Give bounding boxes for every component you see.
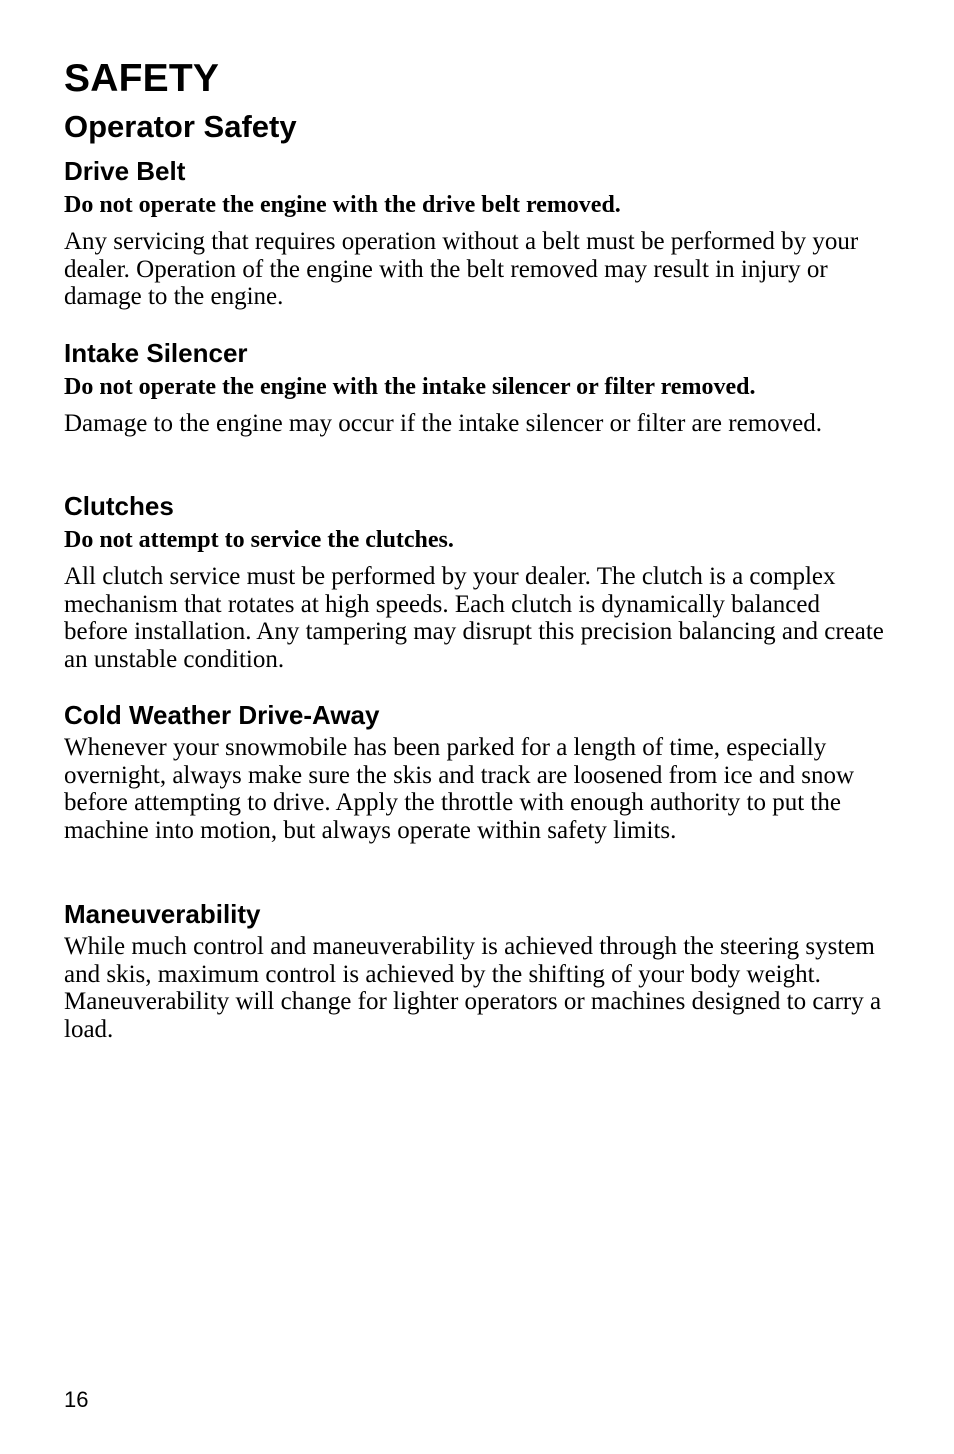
section-body: All clutch service must be performed by your dealer. The clutch is a complex mechanism that rotates at high speeds. Each clutch is dynamically balanced before installation. Any tampering may disrupt this precision balancing and create an unstable condition.: [64, 563, 884, 673]
page-number: 16: [64, 1387, 89, 1412]
section-warning: Do not operate the engine with the intake silencer or filter removed.: [64, 374, 756, 400]
section-body: While much control and maneuverability is achieved through the steering system and skis, maximum control is achieved by the shifting of your body weight. Maneuverability will change for lighter operators or machines designed to carry a load.: [64, 933, 882, 1043]
section-heading: Maneuverability: [64, 899, 261, 929]
section-intake-silencer: [64, 336, 884, 438]
section-body: Any servicing that requires operation without a belt must be performed by your dealer. Operation of the engine with the belt removed may result in injury or damage to the engine.: [64, 228, 859, 311]
section-heading: Drive Belt: [64, 156, 186, 186]
section-maneuverability: [64, 897, 884, 1043]
section-cold-weather-drive-away: [64, 698, 884, 844]
section-drive-belt: [64, 154, 884, 311]
section-body: Damage to the engine may occur if the intake silencer or filter are removed.: [64, 410, 822, 437]
section-warning: Do not operate the engine with the drive belt removed.: [64, 192, 621, 218]
section-warning: Do not attempt to service the clutches.: [64, 527, 454, 553]
section-heading: Intake Silencer: [64, 338, 248, 368]
section-heading: Cold Weather Drive-Away: [64, 700, 380, 730]
page-subtitle: Operator Safety: [64, 109, 297, 144]
section-clutches: [64, 489, 884, 673]
page-title: SAFETY: [64, 57, 220, 100]
section-heading: Clutches: [64, 491, 174, 521]
section-body: Whenever your snowmobile has been parked for a length of time, especially overnight, always make sure the skis and track are loosened from ice and snow before attempting to drive. Apply the throttle with enough authority to put the machine into motion, but always operate within safety limits.: [64, 734, 855, 844]
